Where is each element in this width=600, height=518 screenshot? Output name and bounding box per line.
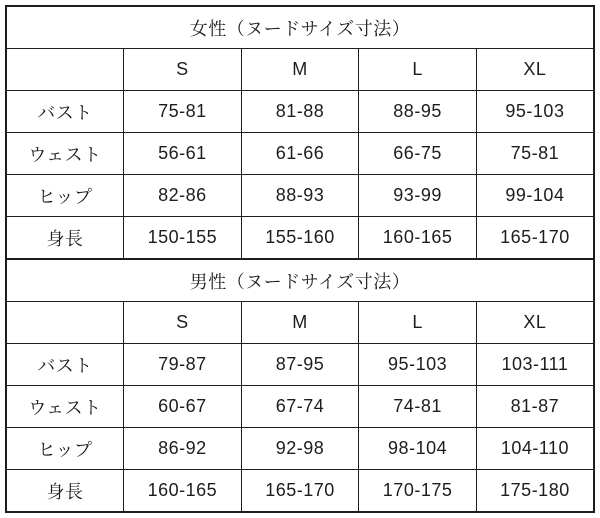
female-height-row	[6, 217, 594, 260]
female-height-m: 155-160	[241, 217, 359, 260]
male-waist-s: 60-67	[124, 386, 242, 428]
female-column-header-xl: XL	[476, 49, 594, 91]
female-column-header-l: L	[359, 49, 477, 91]
male-column-header-l: L	[359, 302, 477, 344]
male-section-title: 男性（ヌードサイズ寸法）	[6, 259, 594, 302]
male-height-m: 165-170	[241, 470, 359, 513]
female-bust-s: 75-81	[124, 91, 242, 133]
female-bust-label: バスト	[6, 91, 124, 133]
male-bust-xl: 103-111	[476, 344, 594, 386]
female-waist-m: 61-66	[241, 133, 359, 175]
size-chart-table	[5, 5, 595, 513]
female-corner-cell	[6, 49, 124, 91]
male-hip-s: 86-92	[124, 428, 242, 470]
male-hip-l: 98-104	[359, 428, 477, 470]
male-waist-l: 74-81	[359, 386, 477, 428]
male-bust-row	[6, 344, 594, 386]
female-bust-m: 81-88	[241, 91, 359, 133]
male-hip-m: 92-98	[241, 428, 359, 470]
male-bust-s: 79-87	[124, 344, 242, 386]
female-column-header-s: S	[124, 49, 242, 91]
male-bust-l: 95-103	[359, 344, 477, 386]
female-column-header-m: M	[241, 49, 359, 91]
female-height-l: 160-165	[359, 217, 477, 260]
male-waist-label: ウェスト	[6, 386, 124, 428]
female-section-title: 女性（ヌードサイズ寸法）	[6, 6, 594, 49]
male-height-l: 170-175	[359, 470, 477, 513]
female-hip-label: ヒップ	[6, 175, 124, 217]
female-height-s: 150-155	[124, 217, 242, 260]
female-waist-l: 66-75	[359, 133, 477, 175]
male-bust-m: 87-95	[241, 344, 359, 386]
male-waist-xl: 81-87	[476, 386, 594, 428]
female-height-xl: 165-170	[476, 217, 594, 260]
female-waist-s: 56-61	[124, 133, 242, 175]
female-bust-row	[6, 91, 594, 133]
male-column-header-m: M	[241, 302, 359, 344]
female-hip-s: 82-86	[124, 175, 242, 217]
male-column-header-xl: XL	[476, 302, 594, 344]
female-hip-xl: 99-104	[476, 175, 594, 217]
male-height-s: 160-165	[124, 470, 242, 513]
male-waist-m: 67-74	[241, 386, 359, 428]
male-bust-label: バスト	[6, 344, 124, 386]
male-height-row	[6, 470, 594, 513]
male-hip-row	[6, 428, 594, 470]
male-height-label: 身長	[6, 470, 124, 513]
female-hip-m: 88-93	[241, 175, 359, 217]
female-column-header-row	[6, 49, 594, 91]
male-corner-cell	[6, 302, 124, 344]
male-column-header-s: S	[124, 302, 242, 344]
male-hip-label: ヒップ	[6, 428, 124, 470]
female-waist-label: ウェスト	[6, 133, 124, 175]
female-height-label: 身長	[6, 217, 124, 260]
male-waist-row	[6, 386, 594, 428]
male-height-xl: 175-180	[476, 470, 594, 513]
female-section-title-row	[6, 6, 594, 49]
male-hip-xl: 104-110	[476, 428, 594, 470]
male-column-header-row	[6, 302, 594, 344]
female-hip-row	[6, 175, 594, 217]
male-section-title-row	[6, 259, 594, 302]
female-bust-xl: 95-103	[476, 91, 594, 133]
female-hip-l: 93-99	[359, 175, 477, 217]
female-bust-l: 88-95	[359, 91, 477, 133]
female-waist-xl: 75-81	[476, 133, 594, 175]
female-waist-row	[6, 133, 594, 175]
